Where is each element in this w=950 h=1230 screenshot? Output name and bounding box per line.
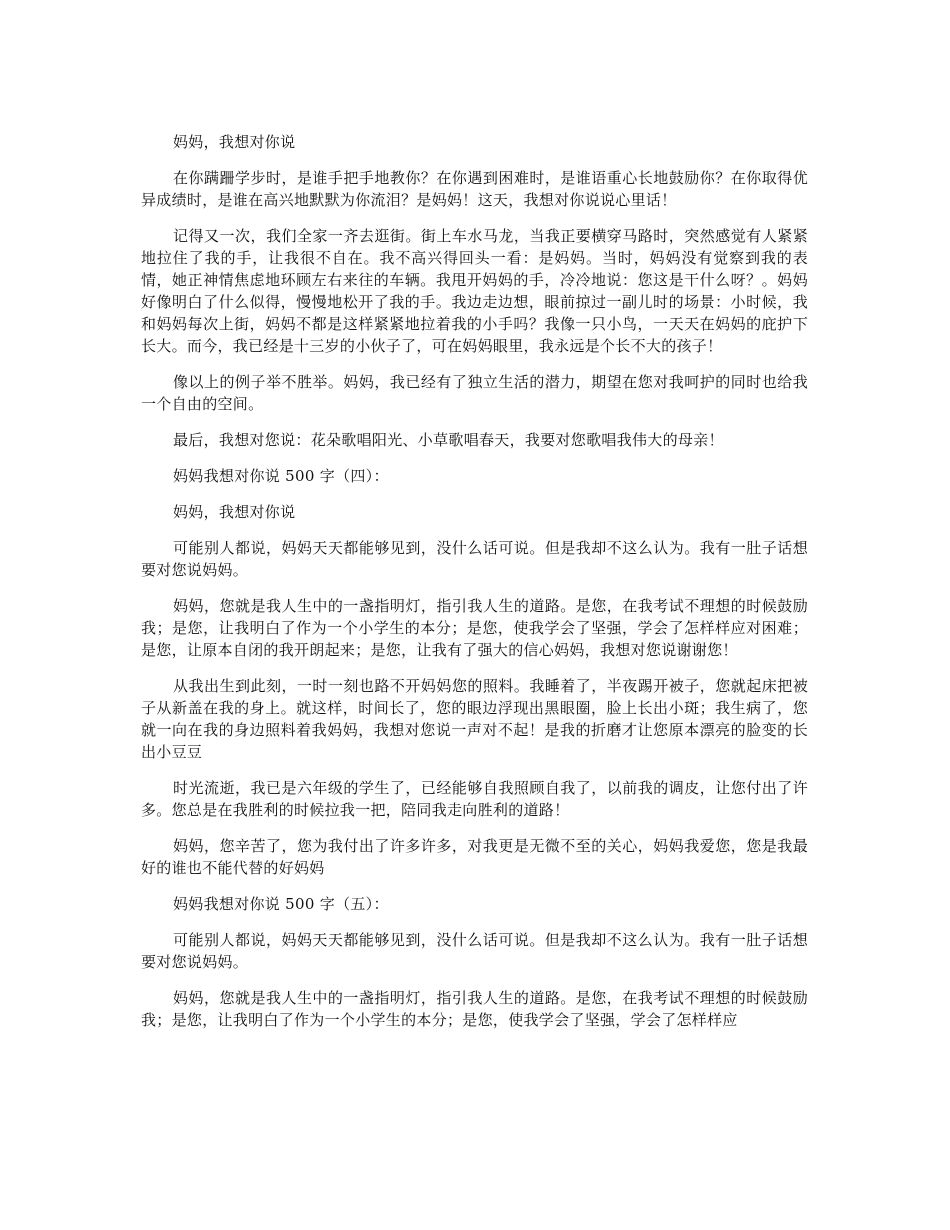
paragraph: 时光流逝，我已是六年级的学生了，已经能够自我照顾自我了，以前我的调皮，让您付出了许多。您总是在我胜利的时候拉我一把，陪同我走向胜利的道路！ (141, 779, 808, 819)
paragraph: 妈妈，您就是我人生中的一盏指明灯，指引我人生的道路。是您，在我考试不理想的时候鼓励我；是您，让我明白了作为一个小学生的本分；是您，使我学会了坚强，学会了怎样样应 (141, 989, 808, 1029)
section-heading: 妈妈我想对你说 500 字（五）： (173, 895, 389, 913)
paragraph: 像以上的例子举不胜举。妈妈，我已经有了独立生活的潜力，期望在您对我呵护的同时也给我一个自由的空间。 (141, 373, 808, 413)
paragraph-title: 妈妈，我想对你说 (173, 503, 296, 521)
section-heading: 妈妈我想对你说 500 字（四）： (173, 467, 389, 485)
paragraph: 妈妈，您就是我人生中的一盏指明灯，指引我人生的道路。是您，在我考试不理想的时候鼓励我；是您，让我明白了作为一个小学生的本分；是您，使我学会了坚强，学会了怎样样应对困难；是您，让原本自闭的我开朗起来；是您，让我有了强大的信心妈妈，我想对您说谢谢您！ (141, 597, 808, 659)
paragraph: 可能别人都说，妈妈天天都能够见到，没什么话可说。但是我却不这么认为。我有一肚子话想要对您说妈妈。 (141, 931, 808, 971)
document-page (141, 131, 808, 1045)
paragraph: 可能别人都说，妈妈天天都能够见到，没什么话可说。但是我却不这么认为。我有一肚子话想要对您说妈妈。 (141, 539, 808, 579)
paragraph: 在你蹒跚学步时，是谁手把手地教你？在你遇到困难时，是谁语重心长地鼓励你？在你取得优异成绩时，是谁在高兴地默默为你流泪？是妈妈！这天，我想对你说说心里话！ (141, 169, 808, 209)
paragraph-title: 妈妈，我想对你说 (173, 133, 296, 151)
paragraph: 从我出生到此刻，一时一刻也路不开妈妈您的照料。我睡着了，半夜踢开被子，您就起床把被子从新盖在我的身上。就这样，时间长了，您的眼边浮现出黑眼圈，脸上长出小斑；我生病了，您就一向在我的身边照料着我妈妈，我想对您说一声对不起！是我的折磨才让您原本漂亮的脸变的长出小豆豆 (141, 677, 808, 761)
paragraph: 记得又一次，我们全家一齐去逛街。街上车水马龙，当我正要横穿马路时，突然感觉有人紧紧地拉住了我的手，让我很不自在。我不高兴得回头一看：是妈妈。当时，妈妈没有觉察到我的表情，她正神情焦虑地环顾左右来往的车辆。我甩开妈妈的手，冷冷地说：您这是干什么呀？。妈妈好像明白了什么似得，慢慢地松开了我的手。我边走边想，眼前掠过一副儿时的场景：小时候，我和妈妈每次上街，妈妈不都是这样紧紧地拉着我的小手吗？我像一只小鸟，一天天在妈妈的庇护下长大。而今，我已经是十三岁的小伙子了，可在妈妈眼里，我永远是个长不大的孩子！ (141, 227, 808, 355)
paragraph: 妈妈，您辛苦了，您为我付出了许多许多，对我更是无微不至的关心，妈妈我爱您，您是我最好的谁也不能代替的好妈妈 (141, 837, 808, 877)
paragraph: 最后，我想对您说：花朵歌唱阳光、小草歌唱春天，我要对您歌唱我伟大的母亲！ (173, 431, 724, 449)
